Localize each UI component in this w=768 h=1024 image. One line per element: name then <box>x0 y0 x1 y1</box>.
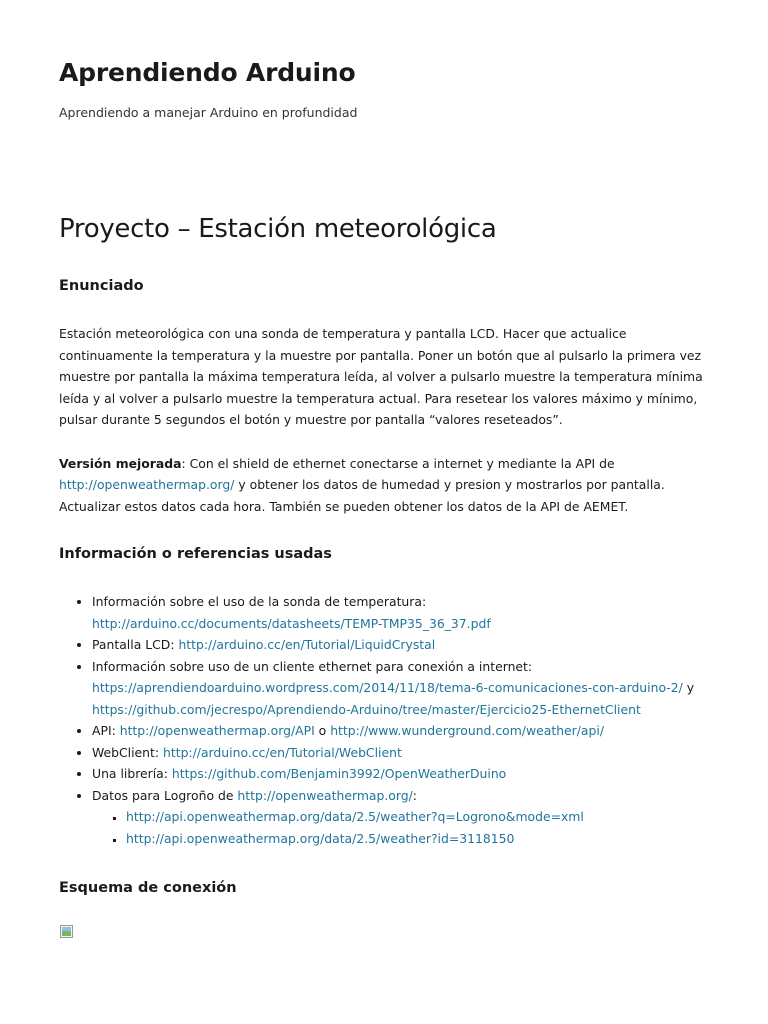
mejorada-text-1: : Con el shield de ethernet conectarse a internet y mediante la API de <box>181 455 615 471</box>
logrono-openweathermap-link[interactable]: http://openweathermap.org/ <box>237 787 413 803</box>
enunciado-heading: Enunciado <box>59 278 144 294</box>
list-item-api <box>92 720 711 742</box>
webclient-tutorial-link[interactable]: http://arduino.cc/en/Tutorial/WebClient <box>163 744 402 760</box>
post-content <box>59 274 711 942</box>
ethernet-text: Información sobre uso de un cliente ethernet para conexión a internet: <box>92 658 533 674</box>
openweathermap-link[interactable]: http://openweathermap.org/ <box>59 477 235 492</box>
logrono-colon: : <box>412 787 417 803</box>
webclient-text: WebClient: <box>92 744 163 760</box>
logrono-id-link[interactable]: http://api.openweathermap.org/data/2.5/weather?id=3118150 <box>126 830 515 846</box>
site-title[interactable]: Aprendiendo Arduino <box>59 58 356 87</box>
lcd-tutorial-link[interactable]: http://arduino.cc/en/Tutorial/LiquidCrystal <box>178 637 436 652</box>
openweathermap-api-link[interactable]: http://openweathermap.org/API <box>119 723 315 738</box>
list-item-logrono-xml <box>126 806 711 828</box>
list-item-logrono <box>92 785 711 850</box>
enunciado-paragraph: Estación meteorológica con una sonda de temperatura y pantalla LCD. Hacer que actualice continuamente la temperatura y la muestre por pantalla. Poner un botón que al pulsarlo la primera vez muestre por pantalla la máxima temperatura leída, al volver a pulsarlo muestre la temperatura mínima leída y al volver a pulsarlo muestre la temperatura actual. Para resetear los valores máximo y mínimo, pulsar durante 5 segundos el botón y muestre por pantalla “valores reseteados”. <box>59 326 703 427</box>
mejorada-label: Versión mejorada <box>59 455 182 471</box>
broken-image-ground <box>62 931 71 936</box>
api-or: o <box>314 723 331 738</box>
lcd-text: Pantalla LCD: <box>92 637 179 652</box>
ethernet-and: y <box>682 680 695 695</box>
list-item-libreria <box>92 763 711 785</box>
list-item-sonda <box>92 591 711 634</box>
openweatherduino-link[interactable]: https://github.com/Benjamin3992/OpenWeatherDuino <box>171 766 507 781</box>
references-list <box>59 591 711 849</box>
sonda-text: Información sobre el uso de la sonda de temperatura: <box>92 594 427 609</box>
esquema-heading: Esquema de conexión <box>59 880 237 896</box>
wunderground-api-link[interactable]: http://www.wunderground.com/weather/api/ <box>330 723 605 738</box>
logrono-text: Datos para Logroño de <box>92 787 238 803</box>
site-tagline: Aprendiendo a manejar Arduino en profundidad <box>59 105 358 120</box>
list-item-ethernet <box>92 656 711 721</box>
api-text: API: <box>92 723 120 738</box>
ethernet-blog-link[interactable]: https://aprendiendoarduino.wordpress.com/2014/11/18/tema-6-comunicaciones-con-arduino-2/ <box>92 680 683 695</box>
logrono-sublist <box>92 806 711 849</box>
post-title: Proyecto – Estación meteorológica <box>59 214 497 244</box>
libreria-text: Una librería: <box>92 766 172 781</box>
ethernet-github-link[interactable]: https://github.com/jecrespo/Aprendiendo-Arduino/tree/master/Ejercicio25-EthernetClient <box>92 701 641 717</box>
list-item-lcd <box>92 634 711 656</box>
sonda-datasheet-link[interactable]: http://arduino.cc/documents/datasheets/TEMP-TMP35_36_37.pdf <box>92 615 491 631</box>
mejorada-paragraph <box>59 453 711 518</box>
mejorada-text-2: y obtener los datos de humedad y presion y mostrarlos por pantalla. Actualizar estos datos cada hora. También se pueden obtener los datos de la API de AEMET. <box>59 477 665 514</box>
logrono-xml-link[interactable]: http://api.openweathermap.org/data/2.5/weather?q=Logrono&mode=xml <box>126 809 584 824</box>
list-item-webclient <box>92 742 711 764</box>
broken-image-icon[interactable] <box>59 924 77 942</box>
info-heading: Información o referencias usadas <box>59 546 332 562</box>
list-item-logrono-id <box>126 828 711 850</box>
